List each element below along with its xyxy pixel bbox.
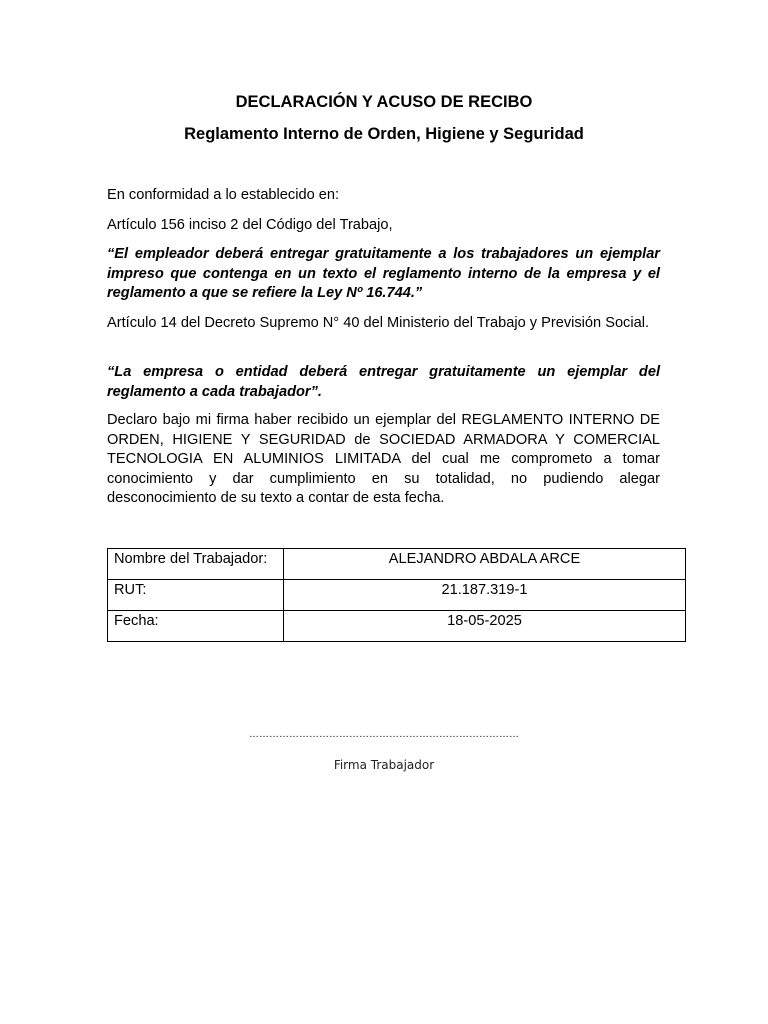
worker-rut-value: 21.187.319-1 xyxy=(284,580,686,611)
article-156-quote: “El empleador deberá entregar gratuitamente a los trabajadores un ejemplar impreso que contenga en un texto el reglamento interno de la empresa y el reglamento a que se refiere la Ley Nº 16.744.” xyxy=(107,246,660,301)
worker-rut-label: RUT: xyxy=(108,580,284,611)
table-row xyxy=(108,549,686,580)
date-label: Fecha: xyxy=(108,611,284,642)
table-row xyxy=(108,580,686,611)
table-row xyxy=(108,611,686,642)
article-14-reference: Artículo 14 del Decreto Supremo N° 40 del Ministerio del Trabajo y Previsión Social. xyxy=(107,315,650,331)
article-14-quote: “La empresa o entidad deberá entregar gratuitamente un ejemplar del reglamento a cada trabajador”. xyxy=(107,364,660,400)
document-subtitle: Reglamento Interno de Orden, Higiene y Seguridad xyxy=(184,125,584,143)
worker-name-label: Nombre del Trabajador: xyxy=(108,549,284,580)
signature-label: Firma Trabajador xyxy=(333,758,435,772)
signature-line: ……………………………………………………………………… xyxy=(249,729,519,740)
article-156-reference: Artículo 156 inciso 2 del Código del Trabajo, xyxy=(107,217,393,233)
intro-paragraph: En conformidad a lo establecido en: xyxy=(107,187,340,203)
worker-name-value: ALEJANDRO ABDALA ARCE xyxy=(284,549,686,580)
date-value: 18-05-2025 xyxy=(284,611,686,642)
document-title: DECLARACIÓN Y ACUSO DE RECIBO xyxy=(235,93,533,111)
worker-info-table xyxy=(107,548,686,642)
declaration-paragraph: Declaro bajo mi firma haber recibido un ejemplar del REGLAMENTO INTERNO DE ORDEN, HIGIENE Y SEGURIDAD de SOCIEDAD ARMADORA Y COMERCIAL TECNOLOGIA EN ALUMINIOS LIMITADA del cual me comprometo a tomar conocimiento y dar cumplimiento en su totalidad, no pudiendo alegar desconocimiento de su texto a contar de esta fecha. xyxy=(107,412,660,506)
